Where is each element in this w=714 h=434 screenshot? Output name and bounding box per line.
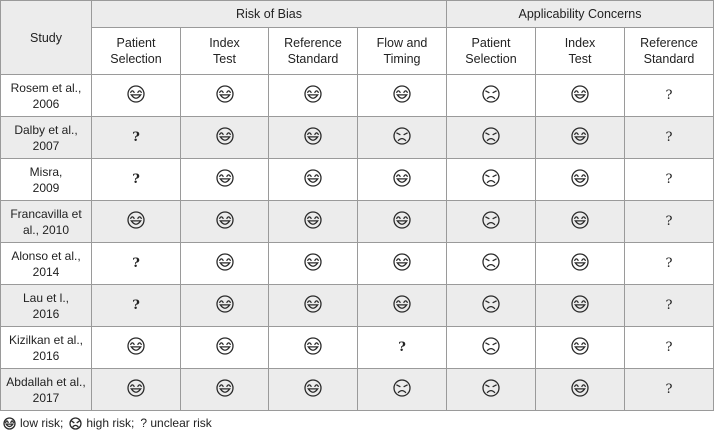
rating-cell: [536, 369, 625, 411]
rating-cell: [92, 285, 181, 327]
column-header-line: Reference: [284, 36, 342, 50]
rating-cell: [92, 243, 181, 285]
column-header-bias-patient-selection: [92, 28, 181, 75]
study-cell: [1, 285, 92, 327]
rating-cell: [447, 285, 536, 327]
table-row: [1, 75, 714, 117]
rating-cell: [358, 75, 447, 117]
study-name-line: Kizilkan et al.,: [8, 332, 84, 347]
smiley-face-icon: [127, 85, 145, 103]
smiley-face-icon: [393, 211, 411, 229]
unclear-risk-mark: ?: [398, 340, 406, 355]
rating-cell: [181, 285, 269, 327]
unclear-risk-mark: ?: [665, 214, 673, 229]
smiley-face-icon: [216, 211, 234, 229]
study-cell: [1, 327, 92, 369]
smiley-face-icon: [127, 379, 145, 397]
rating-cell: [625, 369, 714, 411]
rating-cell: [536, 159, 625, 201]
study-name-line: 2014: [32, 264, 60, 279]
unclear-risk-mark: ?: [665, 340, 673, 355]
column-header-line: Flow and: [376, 36, 428, 50]
column-header-line: Test: [568, 52, 592, 66]
table-row: [1, 243, 714, 285]
column-header-line: Standard: [287, 52, 339, 66]
column-header-line: Test: [213, 52, 236, 66]
rating-cell: [358, 369, 447, 411]
rating-cell: [536, 285, 625, 327]
study-cell: [1, 201, 92, 243]
study-name-line: Lau et l.,: [22, 290, 70, 305]
rating-cell: [358, 327, 447, 369]
column-header-line: Reference: [640, 36, 698, 50]
rating-cell: [269, 285, 358, 327]
study-cell: [1, 243, 92, 285]
rating-cell: [92, 327, 181, 369]
rating-cell: [358, 201, 447, 243]
column-header-bias-reference-standard: [269, 28, 358, 75]
smiley-face-icon: [216, 295, 234, 313]
column-header-line: Patient: [471, 36, 511, 50]
legend-unclear-risk: ? unclear risk: [140, 416, 212, 430]
rating-cell: [92, 117, 181, 159]
rating-cell: [447, 327, 536, 369]
smiley-face-icon: [393, 253, 411, 271]
legend-low-risk: low risk;: [20, 416, 64, 430]
column-header-line: Selection: [465, 52, 517, 66]
smiley-face-icon: [571, 295, 589, 313]
smiley-face-icon: [571, 211, 589, 229]
table-row: [1, 285, 714, 327]
rating-cell: [181, 159, 269, 201]
rating-cell: [625, 201, 714, 243]
table-body: [1, 75, 714, 411]
study-cell: [1, 75, 92, 117]
smiley-face-icon: [304, 211, 322, 229]
smiley-face-icon: [304, 337, 322, 355]
study-name-line: 2017: [32, 390, 60, 405]
frowny-face-icon: [482, 379, 500, 397]
rating-cell: [269, 243, 358, 285]
smiley-face-icon: [216, 127, 234, 145]
rating-cell: [447, 75, 536, 117]
smiley-face-icon: [3, 417, 16, 430]
rating-cell: [181, 117, 269, 159]
column-header-applicability-index-test: [536, 28, 625, 75]
column-header-line: Index: [564, 36, 596, 50]
smiley-face-icon: [304, 253, 322, 271]
study-name-line: Abdallah et al.,: [6, 374, 86, 389]
rating-cell: [625, 117, 714, 159]
frowny-face-icon: [393, 127, 411, 145]
unclear-risk-mark: ?: [665, 130, 673, 145]
rating-cell: [358, 285, 447, 327]
rating-cell: [536, 243, 625, 285]
rating-cell: [92, 75, 181, 117]
rating-cell: [625, 75, 714, 117]
rating-cell: [447, 243, 536, 285]
group-header-row: [1, 1, 714, 28]
column-header-applicability-patient-selection: [447, 28, 536, 75]
rating-cell: [447, 117, 536, 159]
table-row: [1, 117, 714, 159]
column-header-line: Timing: [383, 52, 421, 66]
smiley-face-icon: [393, 169, 411, 187]
rating-cell: [181, 243, 269, 285]
unclear-risk-mark: ?: [665, 172, 673, 187]
frowny-face-icon: [69, 417, 82, 430]
rating-cell: [358, 159, 447, 201]
rating-cell: [358, 117, 447, 159]
table-row: [1, 159, 714, 201]
rating-cell: [269, 369, 358, 411]
rating-cell: [625, 243, 714, 285]
smiley-face-icon: [127, 211, 145, 229]
study-cell: [1, 369, 92, 411]
column-header-row: [1, 28, 714, 75]
study-name-line: 2006: [32, 96, 60, 111]
rating-cell: [181, 369, 269, 411]
frowny-face-icon: [482, 127, 500, 145]
column-header-line: Index: [209, 36, 240, 50]
rating-cell: [92, 369, 181, 411]
applicability-concerns-group-header: Applicability Concerns: [447, 1, 714, 28]
frowny-face-icon: [482, 211, 500, 229]
study-cell: [1, 159, 92, 201]
smiley-face-icon: [304, 379, 322, 397]
rating-cell: [181, 75, 269, 117]
rating-cell: [181, 201, 269, 243]
rating-cell: [625, 159, 714, 201]
rating-cell: [269, 327, 358, 369]
rating-cell: [269, 75, 358, 117]
unclear-risk-mark: ?: [132, 172, 140, 187]
rating-cell: [92, 159, 181, 201]
smiley-face-icon: [216, 253, 234, 271]
rating-cell: [536, 117, 625, 159]
study-name-line: Francavilla et: [10, 206, 82, 221]
risk-of-bias-group-header: Risk of Bias: [92, 1, 447, 28]
smiley-face-icon: [216, 169, 234, 187]
smiley-face-icon: [571, 253, 589, 271]
rating-cell: [447, 369, 536, 411]
study-name-line: Misra,: [29, 164, 63, 179]
smiley-face-icon: [571, 169, 589, 187]
rating-cell: [625, 285, 714, 327]
legend-high-risk: high risk;: [86, 416, 135, 430]
rating-cell: [536, 201, 625, 243]
frowny-face-icon: [482, 85, 500, 103]
column-header-bias-index-test: [181, 28, 269, 75]
frowny-face-icon: [482, 337, 500, 355]
unclear-risk-mark: ?: [132, 298, 140, 313]
table-row: [1, 369, 714, 411]
smiley-face-icon: [571, 85, 589, 103]
smiley-face-icon: [216, 85, 234, 103]
smiley-face-icon: [216, 379, 234, 397]
frowny-face-icon: [393, 379, 411, 397]
column-header-applicability-reference-standard: [625, 28, 714, 75]
smiley-face-icon: [571, 337, 589, 355]
smiley-face-icon: [571, 379, 589, 397]
table-row: [1, 201, 714, 243]
rating-cell: [447, 159, 536, 201]
smiley-face-icon: [216, 337, 234, 355]
smiley-face-icon: [571, 127, 589, 145]
unclear-risk-mark: ?: [665, 382, 673, 397]
column-header-bias-flow-and-timing: [358, 28, 447, 75]
smiley-face-icon: [304, 85, 322, 103]
frowny-face-icon: [482, 253, 500, 271]
study-cell: [1, 117, 92, 159]
smiley-face-icon: [304, 295, 322, 313]
rating-cell: [181, 327, 269, 369]
table-row: [1, 327, 714, 369]
study-name-line: Dalby et al.,: [14, 122, 78, 137]
rating-cell: [625, 327, 714, 369]
rating-cell: [358, 243, 447, 285]
rating-cell: [447, 201, 536, 243]
unclear-risk-mark: ?: [665, 88, 673, 103]
legend: [3, 416, 212, 430]
unclear-risk-mark: ?: [132, 130, 140, 145]
smiley-face-icon: [127, 337, 145, 355]
rating-cell: [536, 75, 625, 117]
unclear-risk-mark: ?: [665, 298, 673, 313]
study-name-line: 2007: [32, 138, 60, 153]
rating-cell: [536, 327, 625, 369]
rating-cell: [269, 159, 358, 201]
unclear-risk-mark: ?: [132, 256, 140, 271]
smiley-face-icon: [304, 169, 322, 187]
frowny-face-icon: [482, 169, 500, 187]
smiley-face-icon: [393, 295, 411, 313]
unclear-risk-mark: ?: [665, 256, 673, 271]
rating-cell: [92, 201, 181, 243]
column-header-line: Standard: [643, 52, 695, 66]
study-name-line: al., 2010: [22, 222, 70, 237]
study-name-line: 2016: [32, 306, 60, 321]
study-name-line: 2009: [32, 180, 60, 195]
rating-cell: [269, 117, 358, 159]
study-column-header: Study: [1, 1, 92, 75]
study-name-line: 2016: [32, 348, 60, 363]
smiley-face-icon: [393, 85, 411, 103]
column-header-line: Selection: [110, 52, 162, 66]
rating-cell: [269, 201, 358, 243]
smiley-face-icon: [304, 127, 322, 145]
frowny-face-icon: [482, 295, 500, 313]
column-header-line: Patient: [116, 36, 156, 50]
study-name-line: Rosem et al.,: [10, 80, 82, 95]
study-name-line: Alonso et al.,: [11, 248, 81, 263]
